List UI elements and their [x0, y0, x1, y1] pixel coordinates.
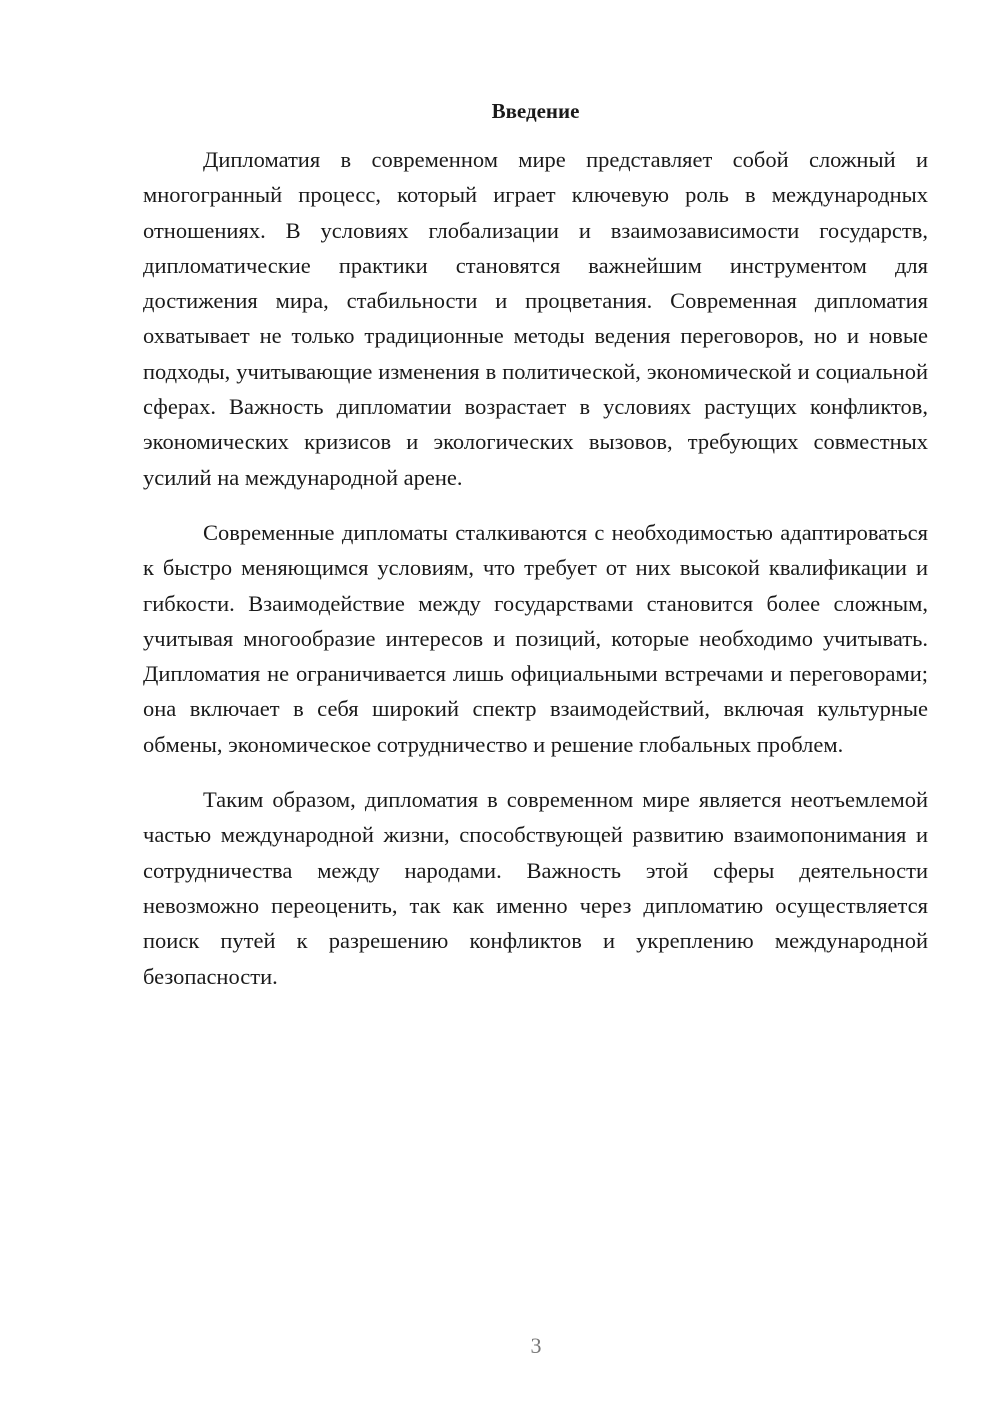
paragraph: Таким образом, дипломатия в современном мире является неотъемлемой частью международной жизни, способствующей развитию взаимопонимания и сотрудничества между народами. Важность этой сферы деятельности невозможно переоценить, так как именно через дипломатию осуществляется поиск путей к разрешению конфликтов и укреплению международной безопасности. — [143, 787, 928, 989]
paragraph: Дипломатия в современном мире представляет собой сложный и многогранный процесс, который играет ключевую роль в международных отношениях. В условиях глобализации и взаимозависимости государств, дипломатические практики становятся важнейшим инструментом для достижения мира, стабильности и процветания. Современная дипломатия охватывает не только традиционные методы ведения переговоров, но и новые подходы, учитывающие изменения в политической, экономической и социальной сферах. Важность дипломатии возрастает в условиях растущих конфликтов, экономических кризисов и экологических вызовов, требующих совместных усилий на международной арене. — [143, 147, 928, 490]
paragraph: Современные дипломаты сталкиваются с необходимостью адаптироваться к быстро меняющимся условиям, что требует от них высокой квалификации и гибкости. Взаимодействие между государствами становится более сложным, учитывая многообразие интересов и позиций, которые необходимо учитывать. Дипломатия не ограничивается лишь официальными встречами и переговорами; она включает в себя широкий спектр взаимодействий, включая культурные обмены, экономическое сотрудничество и решение глобальных проблем. — [143, 519, 928, 757]
document-body — [143, 142, 928, 994]
page-number: 3 — [530, 1333, 542, 1358]
page-title: Введение — [491, 99, 580, 123]
